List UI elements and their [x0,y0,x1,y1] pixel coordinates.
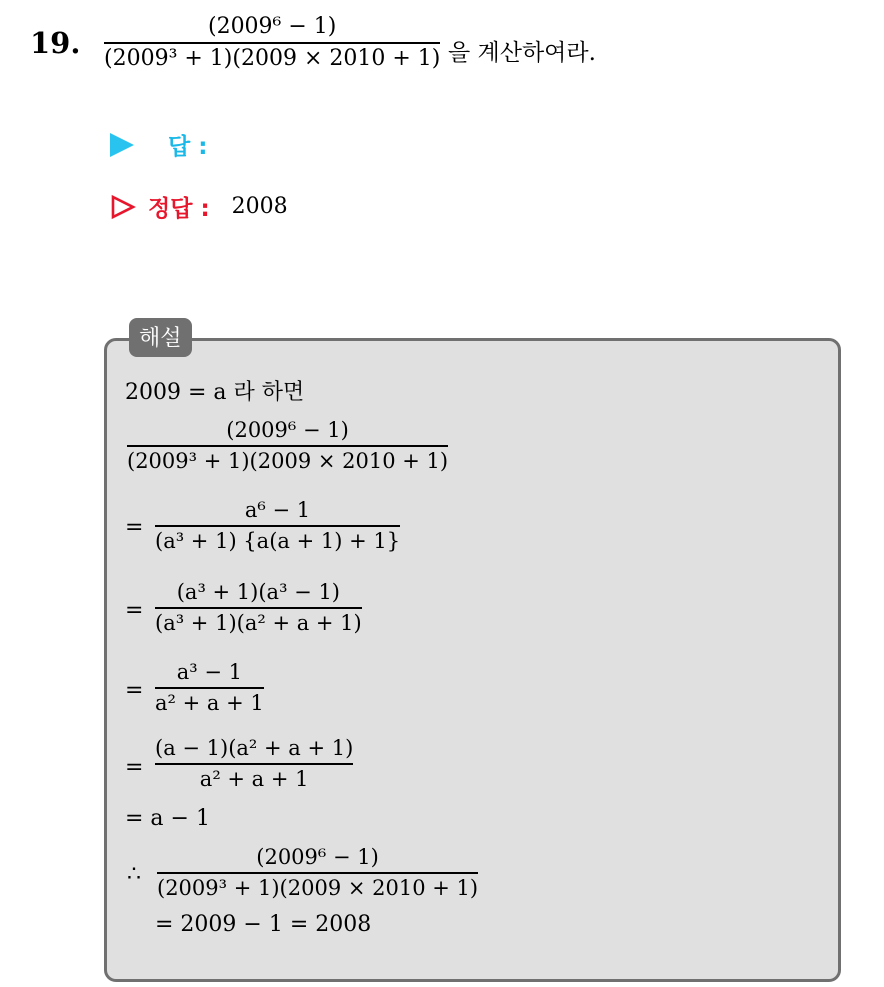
answer-row[interactable] [110,128,207,161]
step1-denominator: (a³ + 1) {a(a + 1) + 1} [155,528,401,553]
step0-denominator: (2009³ + 1)(2009 × 2010 + 1) [127,448,449,473]
step4-denominator: a² + a + 1 [199,766,309,791]
step3-equals: = [125,678,144,703]
step0-numerator: (2009⁶ − 1) [226,418,349,442]
step2-denominator: (a³ + 1)(a² + a + 1) [155,610,362,635]
fraction-bar [155,687,264,689]
solution-step4 [155,736,353,791]
solution-step6 [157,845,478,900]
correct-answer-value: 2008 [231,194,288,219]
solution-intro: 2009 = a 라 하면 [125,380,305,405]
step2-numerator: (a³ + 1)(a³ − 1) [176,580,340,604]
step1-numerator: a⁶ − 1 [244,498,311,522]
therefore-symbol: ∴ [127,862,141,887]
step6-numerator: (2009⁶ − 1) [256,845,379,869]
correct-answer-row [110,190,288,223]
solution-step0 [127,418,448,473]
fraction-bar [155,763,353,765]
fraction-bar [127,445,448,447]
play-icon [110,133,134,157]
question-number: 19. [30,26,81,60]
solution-step5: = a − 1 [125,806,210,831]
step4-numerator: (a − 1)(a² + a + 1) [155,736,354,760]
step3-numerator: a³ − 1 [176,660,242,684]
answer-label: 답 : [168,134,208,160]
fraction-bar [104,42,440,44]
solution-step2 [155,580,362,635]
step1-equals: = [125,515,144,540]
fraction-bar [157,872,478,874]
question-numerator: (2009⁶ − 1) [207,14,337,39]
question-fraction [104,14,440,71]
correct-answer-label: 정답 : [148,196,210,222]
step4-equals: = [125,755,144,780]
question-instruction: 을 계산하여라. [448,40,596,66]
question-denominator: (2009³ + 1)(2009 × 2010 + 1) [104,45,441,71]
step3-denominator: a² + a + 1 [155,690,264,715]
solution-tag: 해설 [129,318,192,357]
solution-step3 [155,660,264,715]
step2-equals: = [125,598,144,623]
fraction-bar [155,607,362,609]
solution-final: = 2009 − 1 = 2008 [155,912,372,937]
solution-step1 [155,498,400,553]
step6-denominator: (2009³ + 1)(2009 × 2010 + 1) [157,875,479,900]
play-outline-icon [110,194,136,220]
fraction-bar [155,525,400,527]
